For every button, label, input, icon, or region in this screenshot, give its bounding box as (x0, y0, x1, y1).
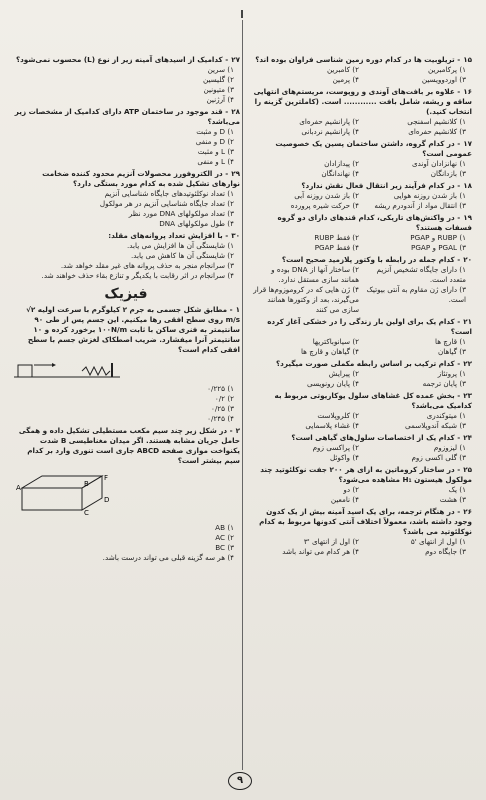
question-stem (252, 181, 472, 191)
answer-option: ۴) فقط PGAP (314, 243, 359, 252)
answer-option: ۴) نامعین (330, 495, 359, 504)
answer-option: ۴) L و منفی (197, 157, 234, 166)
question-stem (252, 139, 472, 159)
answer-option: ۴) نهاندانگان (321, 169, 359, 178)
answer-option: ۳) انتقال مواد از آندودرم ریشه (374, 201, 466, 210)
question-stem (252, 87, 472, 117)
question-text: - مطابق شکل جسمی به جرم ۲ کیلوگرم با سرعت اولیه ۲√ m/s روی سطح افقی رها میکنیم. این جسم پس از طی ۹۰ سانتیمتر به فنری ساکن با ثابت ۱۰۰N/m برخورد کرده و ۱۰ سانتیمتر آنرا میفشارد. ضریب اصطکاک لغزش جسم با سطح افقی کدام است؟ (26, 305, 240, 354)
svg-text:D: D (104, 496, 110, 504)
question (252, 359, 472, 389)
answer-option: ۲) شایستگی آن ها کاهش می یابد. (130, 251, 234, 260)
question-number: ۲۷ (231, 55, 240, 64)
answer-option: ۲) سیانوباکتریها (312, 337, 359, 346)
answer-options (252, 485, 466, 505)
answer-option: ۳) L و مثبت (197, 147, 234, 156)
answer-option: ۳) ۰/۲۵ (211, 404, 234, 413)
answer-option: ۱) تعداد نوکلئوتیدهای جایگاه شناسایی آنزیم (104, 189, 234, 198)
answer-option: ۳) تعداد مولکولهای DNA مورد نظر (128, 209, 234, 218)
section-title-physics: فیزیک (104, 286, 148, 302)
answer-option: ۱) دارای جایگاه تشخیص آنزیم متعدد است. (376, 265, 466, 284)
question-stem (12, 231, 240, 241)
left-column (12, 55, 240, 760)
column-divider (242, 20, 243, 770)
answer-option: ۲) پیدازادان (324, 159, 359, 168)
question-number: ۱۹ (463, 213, 472, 222)
question-number: ۲۹ (231, 169, 240, 178)
question-text: - در شکل زیر چند سیم مکعب مستطیلی تشکیل داده و همگی حامل جریان مشابه هستند. اگر میدان مغناطیسی B شدت یکنواخت موازی صفحه ABCD جاری است تنوری وارد بر کدام سیم بیشتر است؟ (18, 426, 240, 465)
question (252, 317, 472, 357)
answer-option: ۲) D و منفی (195, 137, 234, 146)
question-text: - کدام یک از اختصاصات سلول‌های گیاهی است؟ (291, 433, 461, 442)
fold-mark (241, 10, 243, 18)
question-stem (252, 507, 472, 537)
question-stem (12, 169, 240, 189)
svg-text:B: B (84, 480, 89, 488)
answer-options (252, 265, 466, 315)
answer-option: ۴) غشاء پلاسمایی (305, 421, 359, 430)
answer-option: ۳) گلی اکسی زوم (411, 453, 466, 462)
question-stem (12, 55, 240, 65)
answer-options (12, 523, 234, 563)
answer-option: ۴) پرمین (332, 75, 359, 84)
answer-option: ۲) اول از انتهای '۳ (303, 537, 359, 546)
answer-option: ۴) واکوئل (329, 453, 359, 462)
answer-option: ۲) AC (215, 533, 234, 542)
answer-option: ۳) سرانجام منجر به حذف پروانه های غیر مقلد خواهد شد. (60, 261, 234, 270)
question (252, 139, 472, 179)
question-text: - با افزایش تعداد پروانه‌های مقلد: (108, 231, 229, 240)
answer-options (12, 241, 234, 281)
answer-option: ۴) طول مولکولهای DNA (159, 219, 234, 228)
answer-option: ۴) ۰/۲۴۵ (207, 414, 234, 423)
question-text: - کدام جمله در رابطه با وکتور پلازمید صحیح است؟ (281, 255, 461, 264)
question-stem (252, 391, 472, 411)
answer-options (12, 65, 234, 105)
answer-option: ۴) سرانجام در اثر رقابت با یکدیگر و تنازع بقاء حذف خواهند شد. (41, 271, 234, 280)
answer-option: ۳) متیونین (203, 85, 234, 94)
answer-option: ۱) لیزوزوم (433, 443, 466, 452)
question (252, 391, 472, 431)
page-number: ۹ (228, 772, 252, 790)
question-text: - کدام یک برای اولین بار زندگی را در خشکی آغاز کرده است؟ (267, 317, 472, 336)
answer-option: ۴) هر کدام می تواند باشد (282, 547, 359, 556)
question-number: ۱۸ (463, 181, 472, 190)
answer-option: ۲) پارانشیم حفره‌ای (299, 117, 359, 126)
answer-option: ۴) هر سه گزینه قبلی می تواند درست باشد. (102, 553, 234, 562)
answer-option: ۱) کلانشیم اسفنجی (407, 117, 466, 126)
question-stem (252, 255, 472, 265)
answer-option: ۲) ساختار آنها از DNA بوده و همانند سازی مستقل ندارد. (271, 265, 359, 284)
answer-option: ۴) ژن هایی که در کروموزوم‌ها قرار می‌گیرند، بعد از وکتورها همانند سازی می کنند (253, 285, 359, 314)
answer-option: ۱) شایستگی آن ها افزایش می یابد. (126, 241, 234, 250)
answer-option: ۳) دارای ژن مقاوم به آنتی بیوتیک است. (366, 285, 466, 304)
question (12, 231, 240, 281)
question-number: ۲۱ (463, 317, 472, 326)
question-text: - علاوه بر بافت‌های آوندی و روپوست، مریستم‌های انتهایی ساقه و ریشه، شامل بافت ............ است. (کاملترین گزینه را انتخاب کنید.) (253, 87, 472, 116)
answer-option: ۱) سرین (207, 65, 234, 74)
question (252, 55, 472, 85)
question-text: - در کدام گروه، داشتن ساختمان پسین یک خصوصیت عمومی است؟ (275, 139, 472, 158)
question (12, 55, 240, 105)
question-text: - بخش عمده کل غشاهای سلول یوکاریوتی مربوط به کدامیک می‌باشد؟ (274, 391, 472, 410)
question-number: ۲۰ (463, 255, 472, 264)
biology-questions-continued (12, 55, 240, 281)
question-stem (252, 465, 472, 485)
question-text: - کدام ترکیب بر اساس رابطه مکملی صورت میگیرد؟ (275, 359, 461, 368)
question-number: ۱۵ (463, 55, 472, 64)
question (252, 433, 472, 463)
answer-option: ۱) قارچ ها (435, 337, 466, 346)
answer-option: ۱) باز شدن روزنه هوایی (393, 191, 466, 200)
question-stem (252, 317, 472, 337)
answer-option: ۳) PGAL و PGAP (411, 243, 466, 252)
answer-options (252, 369, 466, 389)
answer-option: ۲) کامبرین (326, 65, 359, 74)
answer-option: ۳) هشت (439, 495, 466, 504)
answer-option: ۲) گلیسین (203, 75, 234, 84)
answer-options (252, 411, 466, 431)
answer-option: ۲) پیرایش (328, 369, 359, 378)
question (252, 255, 472, 315)
question-stem (12, 426, 240, 466)
answer-options (252, 337, 466, 357)
question-number: ۲۳ (463, 391, 472, 400)
question-text: - تریلوبیت ها در کدام دوره زمین شناسی فراوان بوده اند؟ (255, 55, 461, 64)
question (12, 305, 240, 424)
question-stem (252, 433, 472, 443)
question-text: - در ساختار کروماتین به ازای هر ۲۰۰ جفت نوکلئوتید چند مولکول هیستون H₁ مشاهده می‌شود؟ (260, 465, 472, 484)
answer-option: ۲) فقط RUBP (314, 233, 359, 242)
answer-options (252, 443, 466, 463)
answer-options (12, 127, 234, 167)
question-stem (252, 213, 472, 233)
question (252, 465, 472, 505)
answer-option: ۱) پرکامبرین (428, 65, 466, 74)
answer-options (252, 159, 466, 179)
question-text: - کدامیک از اسیدهای آمینه زیر از نوع (L) محسوب نمی‌شود؟ (15, 55, 229, 64)
answer-option: ۴) حرکت شیره پرورده (290, 201, 359, 210)
physics-questions (12, 305, 240, 563)
answer-option: ۳) جایگاه دوم (425, 547, 466, 556)
question-number: ۱۷ (463, 139, 472, 148)
answer-option: ۳) شبکه آندوپلاسمی (405, 421, 466, 430)
question-text: - در واکنش‌های تاریکی، کدام قندهای دارای دو گروه فسفات هستند؟ (277, 213, 472, 232)
spring-block-figure (12, 357, 240, 382)
question (252, 181, 472, 211)
question (12, 426, 240, 563)
answer-option: ۲) کلروپلاست (317, 411, 359, 420)
question-number: ۳۰ (231, 231, 240, 240)
question (252, 213, 472, 253)
answer-options (12, 384, 234, 424)
answer-option: ۲) ۰/۲ (214, 394, 234, 403)
svg-text:A: A (16, 484, 21, 492)
question-text: - در کدام فرآیند زیر انتقال فعال نقش ندارد؟ (301, 181, 461, 190)
answer-option: ۳) پایان ترجمه (422, 379, 466, 388)
answer-option: ۳) BC (215, 543, 234, 552)
svg-text:F: F (104, 474, 109, 482)
question-number: ۲۴ (463, 433, 472, 442)
question (12, 169, 240, 229)
answer-option: ۱) ۰/۲۲۵ (207, 384, 234, 393)
question-number: ۲ (235, 426, 240, 435)
question-text: - قند موجود در ساختمان ATP دارای کدامیک از مشخصات زیر می‌باشد؟ (14, 107, 240, 126)
answer-option: ۱) AB (215, 523, 234, 532)
answer-option: ۳) گیاهان (437, 347, 466, 356)
question-stem (252, 55, 472, 65)
answer-option: ۳) بازدانگان (430, 169, 466, 178)
cuboid-wire-figure (12, 468, 240, 521)
question (252, 87, 472, 137)
right-column (252, 55, 472, 760)
question (12, 107, 240, 167)
question-stem (252, 359, 472, 369)
question-number: ۱۶ (463, 87, 472, 96)
question-number: ۲۵ (463, 465, 472, 474)
answer-options (252, 65, 466, 85)
question-text: - در هنگام ترجمه، برای یک اسید آمینه بیش از یک کدون وجود داشته باشد، معمولاً اختلاف آنتی کدونها مربوط به کدام نوکلئوتید می باشد؟ (259, 507, 472, 536)
answer-option: ۱) میتوکندری (426, 411, 466, 420)
answer-options (252, 191, 466, 211)
answer-option: ۴) گیاهان و قارچ ها (300, 347, 359, 356)
answer-option: ۴) آرژنین (206, 95, 234, 104)
answer-option: ۲) تعداد جایگاه شناسایی آنزیم در هر مولکول (99, 199, 234, 208)
answer-options (12, 189, 234, 229)
answer-options (252, 537, 466, 557)
answer-option: ۳) کلانشیم حفره‌ای (408, 127, 466, 136)
answer-option: ۴) پارانشیم نردبانی (301, 127, 359, 136)
answer-option: ۴) پایان رونویسی (307, 379, 359, 388)
answer-options (252, 233, 466, 253)
question-number: ۲۲ (463, 359, 472, 368)
question-number: ۱ (235, 305, 240, 314)
answer-options (252, 117, 466, 137)
answer-option: ۱) یک (448, 485, 466, 494)
question-number: ۲۸ (231, 107, 240, 116)
answer-option: ۱) پروتئاز (437, 369, 466, 378)
question-stem (12, 305, 240, 355)
question-stem (12, 107, 240, 127)
question-text: - در الکتروفورز محصولات آنزیم محدود کننده ضخامت نوارهای تشکیل شده به کدام مورد بستگی دارد؟ (42, 169, 240, 188)
question-number: ۲۶ (463, 507, 472, 516)
answer-option: ۳) اوردوویسین (421, 75, 466, 84)
answer-option: ۱) D و مثبت (196, 127, 234, 136)
answer-option: ۱) نهانزادان آوندی (411, 159, 466, 168)
answer-option: ۲) باز شدن روزنه آبی (294, 191, 359, 200)
answer-option: ۲) دو (343, 485, 359, 494)
svg-text:C: C (84, 509, 89, 517)
answer-option: ۱) اول از انتهای '۵ (410, 537, 466, 546)
answer-option: ۲) پراکسی زوم (312, 443, 359, 452)
question (252, 507, 472, 557)
answer-option: ۱) RUBP و PGAP (410, 233, 466, 242)
